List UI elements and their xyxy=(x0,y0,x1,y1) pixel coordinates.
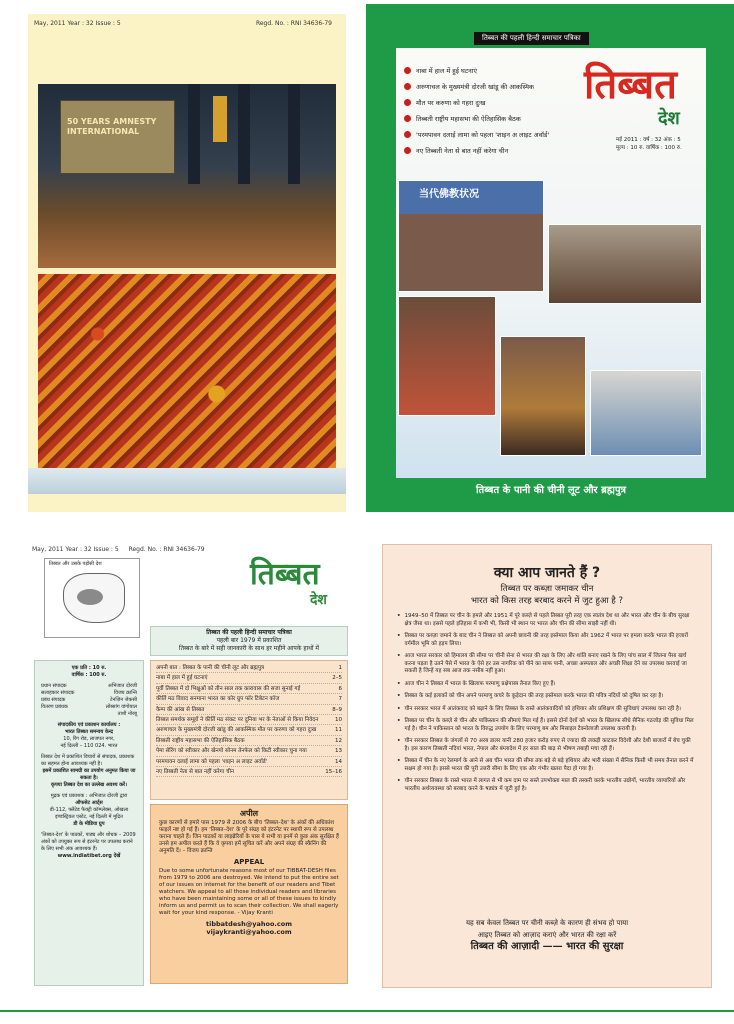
inside-cover-page xyxy=(28,14,346,512)
header-issue: May, 2011 Year : 32 Issue : 5 xyxy=(34,20,121,27)
header-regd: Regd. No. : RNI 34636-79 xyxy=(255,20,332,27)
back-page-title: क्या आप जानते हैं ? xyxy=(493,565,601,581)
cover-photo-monk xyxy=(398,296,496,416)
staff-row: प्रबंध संपादक टेनज़िन जेकसी xyxy=(41,697,137,703)
bullet-icon xyxy=(404,83,411,90)
appeal-english-title: APPEAL xyxy=(233,858,265,866)
cover-headline: मौत पर करुणा को गहरा दुःख xyxy=(404,98,604,107)
contents-page xyxy=(26,542,352,988)
appeal-box xyxy=(150,804,348,984)
toc-entry[interactable]: अरुणाचल के मुख्यमंत्री दोरजी खांडू की आकस्मिक मौत पर करुणा को गहरा दुःख 11 xyxy=(156,727,342,735)
toc-entry[interactable]: नए तिब्बती नेता से बात नहीं करेगा चीन 15–16 xyxy=(156,769,342,777)
toc-entry[interactable]: परमपावन दलाई लामा को पहला 'शाइन अ लाइट अवॉर्ड' 14 xyxy=(156,759,342,767)
cover-photo-hospital xyxy=(590,370,702,456)
toc-entry[interactable]: तिब्बत समर्थक समूहों ने कीर्ति मठ संकट पर दुनिया भर के नेताओं से किया निवेदन 10 xyxy=(156,717,342,725)
fact-item: • तिब्बत पर कब्ज़ा जमाने के बाद चीन ने तिब्बत को अपनी छावनी की तरह इस्तेमाल किया और 1962 में भारत पर हमला करके भारत की हजारों वर्गमील भूमि को हड़प लिया। xyxy=(397,633,689,647)
staff-row: ताशी नोरबू xyxy=(117,711,137,717)
bullet-icon xyxy=(404,67,411,74)
page-header: May, 2011 Year : 32 Issue : 5 Regd. No. : RNI 34636-79 xyxy=(32,546,205,553)
cover-headline: 'परमपावन दलाई लामा को पहला 'शाइन अ लाइट अवॉर्ड' xyxy=(404,130,604,139)
monks-gathering-photo xyxy=(38,274,336,474)
fact-item: • चीन सरकार तिब्बत के रास्ते भारत में लागत से भी कम दाम पर सस्ते उपभोक्ता माल की तस्करी करके भारतीय उद्योगों, भारतीय व्यापारियों और भारतीय अर्थव्यवस्था को बरबाद करने के षड्यंत्र में जुटी हुई है। xyxy=(397,778,686,792)
cover-headline: अरुणाचल के मुख्यमंत्री दोरजी खांडू की आकस्मिक xyxy=(404,82,604,91)
bullet-icon: • xyxy=(397,613,401,619)
magazine-cover xyxy=(366,4,734,512)
back-page-did-you-know xyxy=(382,544,712,988)
chinese-banner-text: 当代佛教状况 xyxy=(419,189,479,200)
staff-row: प्रधान संपादक अभिजात दोरजी xyxy=(41,683,137,689)
amnesty-auditorium-photo xyxy=(38,84,336,268)
bullet-icon: • xyxy=(397,778,401,784)
bullet-icon xyxy=(404,115,411,122)
cover-headline: नए तिब्बती नेता से बात नहीं करेगा चीन xyxy=(404,146,604,155)
table-of-contents xyxy=(150,660,348,800)
fact-item: • तिब्बत के कई इलाकों को चीन अपने परमाणु कचरे के कूड़ेदान की तरह इस्तेमाल करके भारत की पवित्र नदियों को दूषित कर रहा है। xyxy=(397,693,664,699)
bullet-icon xyxy=(404,147,411,154)
fact-item: • चीन सरकार भारत में आतंकवाद को बढ़ाने के लिए तिब्बत के रास्ते आतंकवादियों को हथियार और प्रशिक्षण की सुविधाएं उपलब्ध करा रही है। xyxy=(397,705,681,712)
bullet-icon: • xyxy=(397,738,401,744)
cover-headline: तिब्बती राष्ट्रीय महासभा की ऐतिहासिक बैठक xyxy=(404,114,604,123)
magazine-logo-sub: देश xyxy=(658,108,680,129)
appeal-hindi-text: कुछ कारणों से हमारे पास 1979 से 2006 के बीच 'तिब्बत–देश' के अंकों की अधिकांश फाइलें नष्ट हो गई हैं। हम 'तिब्बत–देश' के पूरे संग्रह को इंटरनेट पर स्थायी रूप से उपलब्ध कराना चाहते हैं। जिन पाठकों या लाइब्रेरियों के पास ये सभी या इनमें से कुछ अंक सुरक्षित हैं उनसे हम अपील करते हैं कि वे कृपया हमें सूचित करें और अपने संग्रह की स्कैनिंग की अनुमति दें। – विजय क्रान्ति xyxy=(159,820,339,854)
magazine-logo: तिब्बत xyxy=(584,61,677,108)
hall-pillar xyxy=(188,84,200,184)
bullet-icon xyxy=(404,131,411,138)
bullet-icon: • xyxy=(397,680,401,687)
back-page-footer: यह सब केवल तिब्बत पर चीनी कब्ज़े के कारण ही संभव हो पाया आइए तिब्बत को आज़ाद कराएं और भारत की रक्षा करें तिब्बत की आज़ादी —— भारत की सुरक्षा xyxy=(465,919,629,952)
email-link[interactable]: vijaykranti@yahoo.com xyxy=(206,928,292,936)
toc-entry[interactable]: तिब्बती राष्ट्रीय महासभा की ऐतिहासिक बैठक 12 xyxy=(156,738,342,746)
appeal-title: अपील xyxy=(239,809,259,818)
toc-entry[interactable]: नाबा में हाल में हुई घटनाएं 2–5 xyxy=(156,675,342,683)
appeal-english-text: Due to some unfortunate reasons most of our TIBBAT-DESH files from 1979 to 2006 are destroyed. We intend to put the entire set of our issues on internet for the benefit of our readers and Tibet watchers. We appeal to all those individual readers and libraries who have been maintaining some or all of these issues to kindly inform us and permit us to scan their collection. We shall eagerly wait for your kind response. - Vijay Kranti xyxy=(159,868,339,916)
hall-pillar xyxy=(288,84,300,184)
cover-tagline: तिब्बत की पहली हिन्दी समाचार पत्रिका xyxy=(474,32,589,45)
fact-item: • चीन सरकार तिब्बत के जंगलों से 70 अरब डालर यानी 280 हजार करोड़ रुपए से ज्यादा की लकड़ी काटकर विदेशी और देशी बाजारों में बेच चुकी है। इस कारण तिब्बती नदियां भारत, नेपाल और बंग्लादेश में हर साल की बाढ़ से भीषण तबाही मचा रही हैं। xyxy=(397,738,691,752)
page-header xyxy=(34,20,340,27)
toc-entry[interactable]: कीर्ति मठ विवाद सनमाना भारत का कोर ग्रुप फॉर टिबेटन कॉज 7 xyxy=(156,696,342,704)
fact-item: • तिब्बत में चीन के नए रेलमार्ग के आने से अब चीन भारत की सीमा तक बड़े से बड़े हथियार और भारी संख्या में सैनिक किसी भी समय तैनात करने में सक्षम हो गया है। इससे भारत की पूरी उत्तरी सीमा के लिए एक और गंभीर खतरा पैदा हो गया है। xyxy=(397,758,694,772)
bullet-icon xyxy=(404,99,411,106)
issue-info: मई 2011 : वर्ष : 32 अंक : 5 मूल्य : 10 रु. वार्षिक : 100 रु. xyxy=(616,137,682,151)
facts-list xyxy=(397,613,697,798)
toc-entry[interactable]: कैम्प की आंख से तिब्बत 8–9 xyxy=(156,707,342,715)
map-tibet-region xyxy=(77,589,103,605)
hall-pillar xyxy=(238,84,250,184)
cover-photo-dalai-lama xyxy=(398,180,544,292)
cover-headline: नाबा में हाल में हुई घटनाएं xyxy=(404,66,604,75)
staff-row: वितरण प्रबंधक लोब्सांग वांगोयाल xyxy=(41,704,137,710)
email-link[interactable]: tibbatdesh@yahoo.com xyxy=(206,920,292,928)
back-page-subtitle: तिब्बत पर कब्ज़ा जमाकर चीन भारत को किस तरह बरबाद करने में जुट हुआ है ? xyxy=(470,584,624,606)
magazine-logo-sub: देश xyxy=(310,592,327,608)
amnesty-screen: 50 YEARS AMNESTY INTERNATIONAL xyxy=(60,100,175,174)
fact-item: • आज भारत सरकार को हिमालय की सीमा पर चीनी सेना से भारत की रक्षा के लिए और शांति बनाए रखने के लिए पांच साल में जितना पैसा खर्च करना पड़ता है उतने पैसे में भारत के ऐसे हर उस नागरिक को पीने का साफ पानी, अच्छा अस्पताल और अच्छी शिक्षा देने का उपलब्ध करवाई जा सकती है जिन्हें यह सब आज तक नसीब नहीं हुआ। xyxy=(397,653,687,674)
toc-entry[interactable]: पूर्वी तिब्बत में दो भिक्षुओं को तीन साल तक कारावास की सजा सुनाई गई 6 xyxy=(156,686,342,694)
cover-footer-headline: तिब्बत के पानी की चीनी लूट और ब्रह्मपुत्र xyxy=(475,485,627,496)
bullet-icon: • xyxy=(397,653,401,659)
cover-photo-leaders xyxy=(500,336,586,456)
cover-panel xyxy=(396,48,706,478)
fact-item: • तिब्बत पर चीन के कब्ज़े से चीन और पाकिस्तान की सीमाएं मिल गई हैं। इससे दोनों देशों को भारत के खिलाफ सीधे सैनिक गठजोड़ की सुविधा मिल गई है। चीन ने पाकिस्तान को भारत के विरुद्ध उपयोग के लिए परमाणु बम और मिसाइल टैक्नोलाजी उपलब्ध करायी है। xyxy=(397,718,694,732)
magazine-logo: तिब्बत xyxy=(250,557,320,592)
map-title: तिब्बत और उसके पड़ोसी देश xyxy=(49,561,102,567)
toc-entry[interactable]: अपनी बात : तिब्बत के पानी की चीनी लूट और ब्रह्मपुत्र 1 xyxy=(156,665,342,673)
staff-row: सलाहकार संपादक विजय क्रान्ति xyxy=(41,690,137,696)
bullet-icon: • xyxy=(397,758,401,764)
cover-photo-meeting xyxy=(548,224,702,304)
cloud-strip xyxy=(28,468,346,494)
bottom-rule xyxy=(0,1010,734,1012)
fact-item: • 1949–50 में तिब्बत पर चीन के हमले और 1951 में पूरे कब्ज़े से पहले तिब्बत पूरी तरह एक स्वतंत्र देश था और भारत और चीन के बीच सुरक्षा क्षेत्र जैसा था। इससे पहले इतिहास में कभी भी, किसी भी स्थान पर भारत और चीन की सीमा साझी नहीं थी। xyxy=(397,613,690,627)
bullet-icon: • xyxy=(397,633,401,639)
bullet-icon: • xyxy=(397,693,401,699)
magazine-intro-box: तिब्बत की पहली हिन्दी समाचार पत्रिका पहली बार 1979 में प्रकाशित तिब्बत के बारे में सही जानकारी के साथ हर महीने आपके हाथों में xyxy=(150,626,348,656)
bullet-icon: • xyxy=(397,705,401,712)
cover-headlines xyxy=(404,66,604,162)
stage-banner xyxy=(213,96,227,142)
toc-entry[interactable]: पेमा सेरिंग को स्वीकार और खेनपो सोनम तेनफेल को किटी स्वीकार चुना गया 13 xyxy=(156,748,342,756)
masthead-sidebar: एक प्रति : 10 रु. वार्षिक : 100 रु. प्रधान संपादक अभिजात दोरजी सलाहकार संपादक विजय क्रान्ति प्रबंध संपादक टेनज़िन जेकसी वितरण प्रबंधक लोब्सांग वांगोयाल ताशी नोरबू संपादकीय एवं प्रकाशन कार्यालय : भारत तिब्बत समन्वय केन्द्र 10, रिंग रोड, लाजपत नगर, नई दिल्ली – 110 024. भारत तिब्बत देश में प्रकाशित विचारों से संपादक, प्रकाशक का सहमत होना आवश्यक नहीं है। इसमें प्रकाशित सामग्री का उपयोग अनुमत किया जा सकता है। कृपया तिब्बत देश का उल्लेख अवश्य करें। मुद्रक एवं प्रकाशक : अभिजात दोरजी द्वारा ऑफसेट आर्ट्स डी-112, फ्लैटेड फैक्ट्री कॉम्प्लेक्स, ओखला इण्डस्ट्रियल एस्टेट, नई दिल्ली में मुद्रित डी के मीडिया ग्रुप 'तिब्बत-देश' के पाठकों, पाठ्य और शोधक – 2009 अंकों को उपयुक्त रूप से इंटरनेट पर उपलब्ध कराने के लिए सभी अंक आवश्यक हैं। www.indiatibet.org देखें xyxy=(34,660,144,986)
tibet-map xyxy=(44,558,140,638)
bullet-icon: • xyxy=(397,718,401,724)
fact-item: • आज चीन ने तिब्बत में भारत के खिलाफ परमाणु प्रक्षेपास्त्र तैनात किए हुए हैं। xyxy=(397,680,556,687)
